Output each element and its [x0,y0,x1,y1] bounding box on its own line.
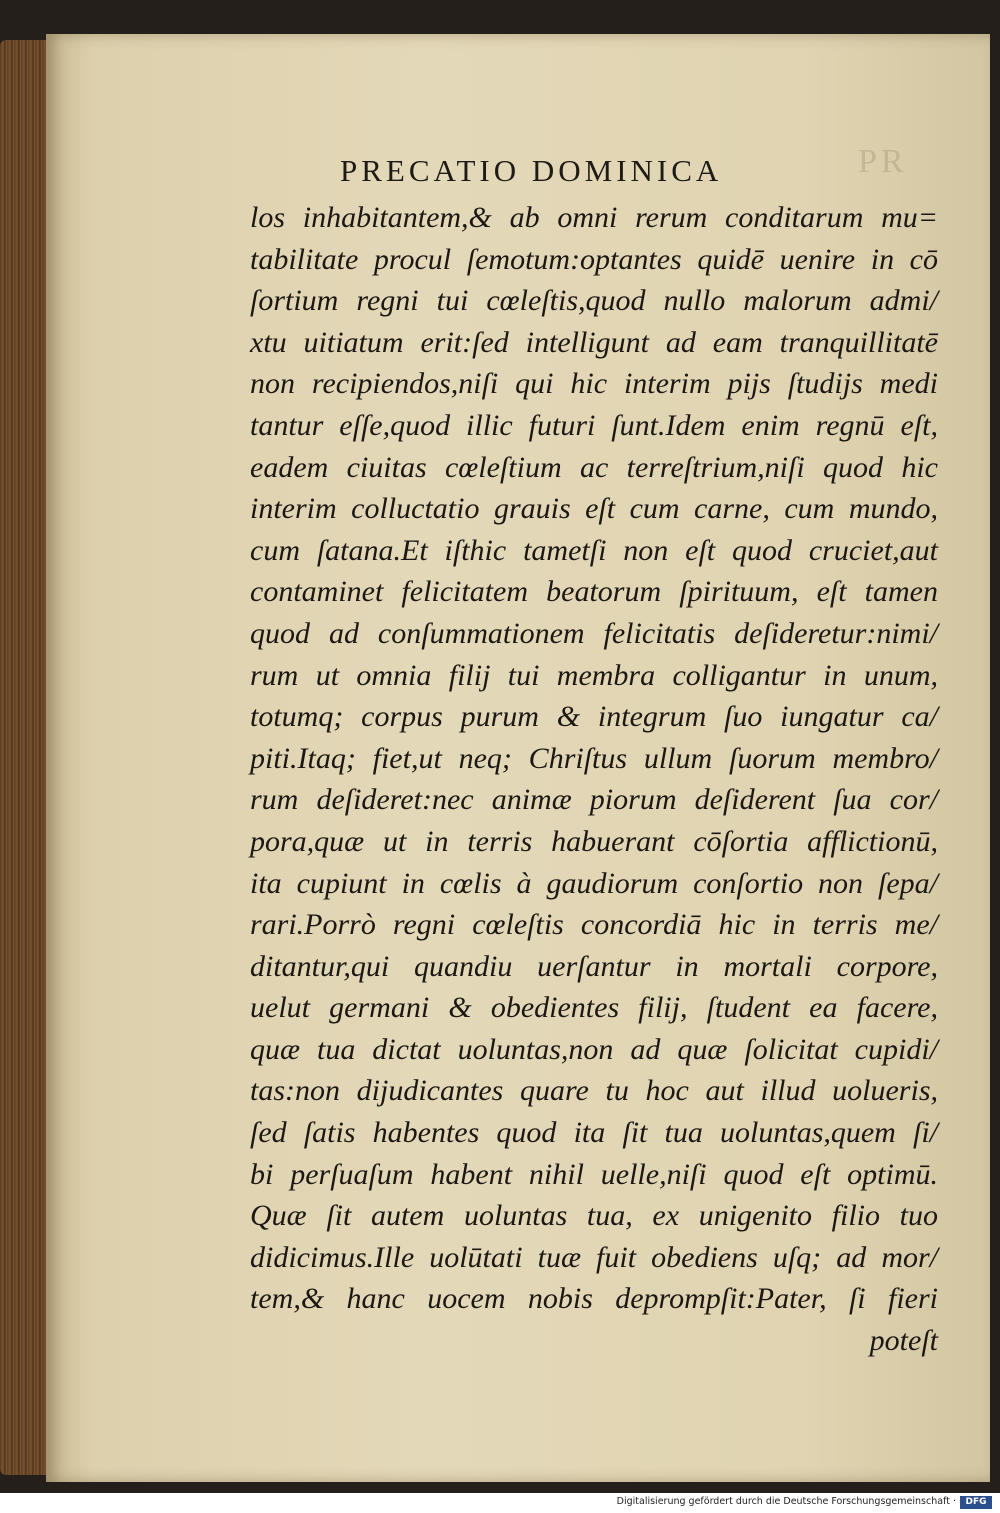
text-line: pora,quæ ut in terris habuerant cōſortia afflictionū, [250,824,938,858]
running-head: PRECATIO DOMINICA [340,153,723,188]
show-through-ghost: PR [858,143,908,180]
text-line: contaminet felicitatem beatorum ſpirituum, eſt tamen [250,575,938,609]
text-line: rum deſideret:nec animæ piorum deſiderent ſua cor/ [250,783,938,817]
text-line: tantur eſſe,quod illic futuri ſunt.Idem enim regnū eſt, [250,408,938,442]
text-line: interim colluctatio grauis eſt cum carne, cum mundo, [250,492,938,526]
text-line: xtu uitiatum erit:ſed intelligunt ad eam tranquillitatē [250,325,938,359]
text-block [250,197,940,1362]
text-line: tem,& hanc uocem nobis deprompſit:Pater, ſi fieri [250,1282,938,1316]
text-line: uelut germani & obedientes filij, ſtudent ea facere, [250,991,938,1025]
text-line: quod ad conſummationem felicitatis deſideretur:nimi/ [250,616,938,650]
text-line: ſed ſatis habentes quod ita ſit tua uoluntas,quem ſi/ [250,1116,938,1150]
text-line: tas:non dijudicantes quare tu hoc aut illud uolueris, [250,1074,938,1108]
text-line: totumq; corpus purum & integrum ſuo iungatur ca/ [250,700,938,734]
text-line: cum ſatana.Et iſthic tametſi non eſt quod cruciet,aut [250,533,938,567]
text-line: los inhabitantem,& ab omni rerum conditarum mu= [250,201,938,234]
text-line: didicimus.Ille uolūtati tuæ fuit obediens uſq; ad mor/ [250,1240,938,1274]
text-line: quæ tua dictat uoluntas,non ad quæ ſolicitat cupidi/ [250,1032,938,1066]
text-line: eadem ciuitas cœleſtium ac terreſtrium,niſi quod hic [250,450,938,484]
text-line: piti.Itaq; fiet,ut neq; Chriſtus ullum ſuorum membro/ [250,741,938,775]
text-line: rum ut omnia filij tui membra colligantur in unum, [250,658,938,692]
book-fore-edge [0,40,52,1475]
text-line: tabilitate procul ſemotum:optantes quidē uenire in cō [250,242,938,276]
digitization-credit: Digitalisierung gefördert durch die Deutsche Forschungsgemeinschaft · [616,1496,956,1507]
text-line: Quæ ſit autem uoluntas tua, ex unigenito filio tuo [250,1199,938,1233]
text-line: non recipiendos,niſi qui hic interim pijs ſtudijs medi [250,367,938,401]
text-line: ita cupiunt in cœlis à gaudiorum conſortio non ſepa/ [250,866,938,900]
text-line: bi perſuaſum habent nihil uelle,niſi quod eſt optimū. [250,1157,938,1191]
catchword: poteſt [869,1324,938,1358]
text-line: ſortium regni tui cœleſtis,quod nullo malorum admi/ [250,284,938,318]
text-line: rari.Porrò regni cœleſtis concordiā hic in terris me/ [250,908,938,942]
dfg-logo-icon: DFG [960,1496,992,1509]
text-line: ditantur,qui quandiu uerſantur in mortali corpore, [250,949,938,983]
